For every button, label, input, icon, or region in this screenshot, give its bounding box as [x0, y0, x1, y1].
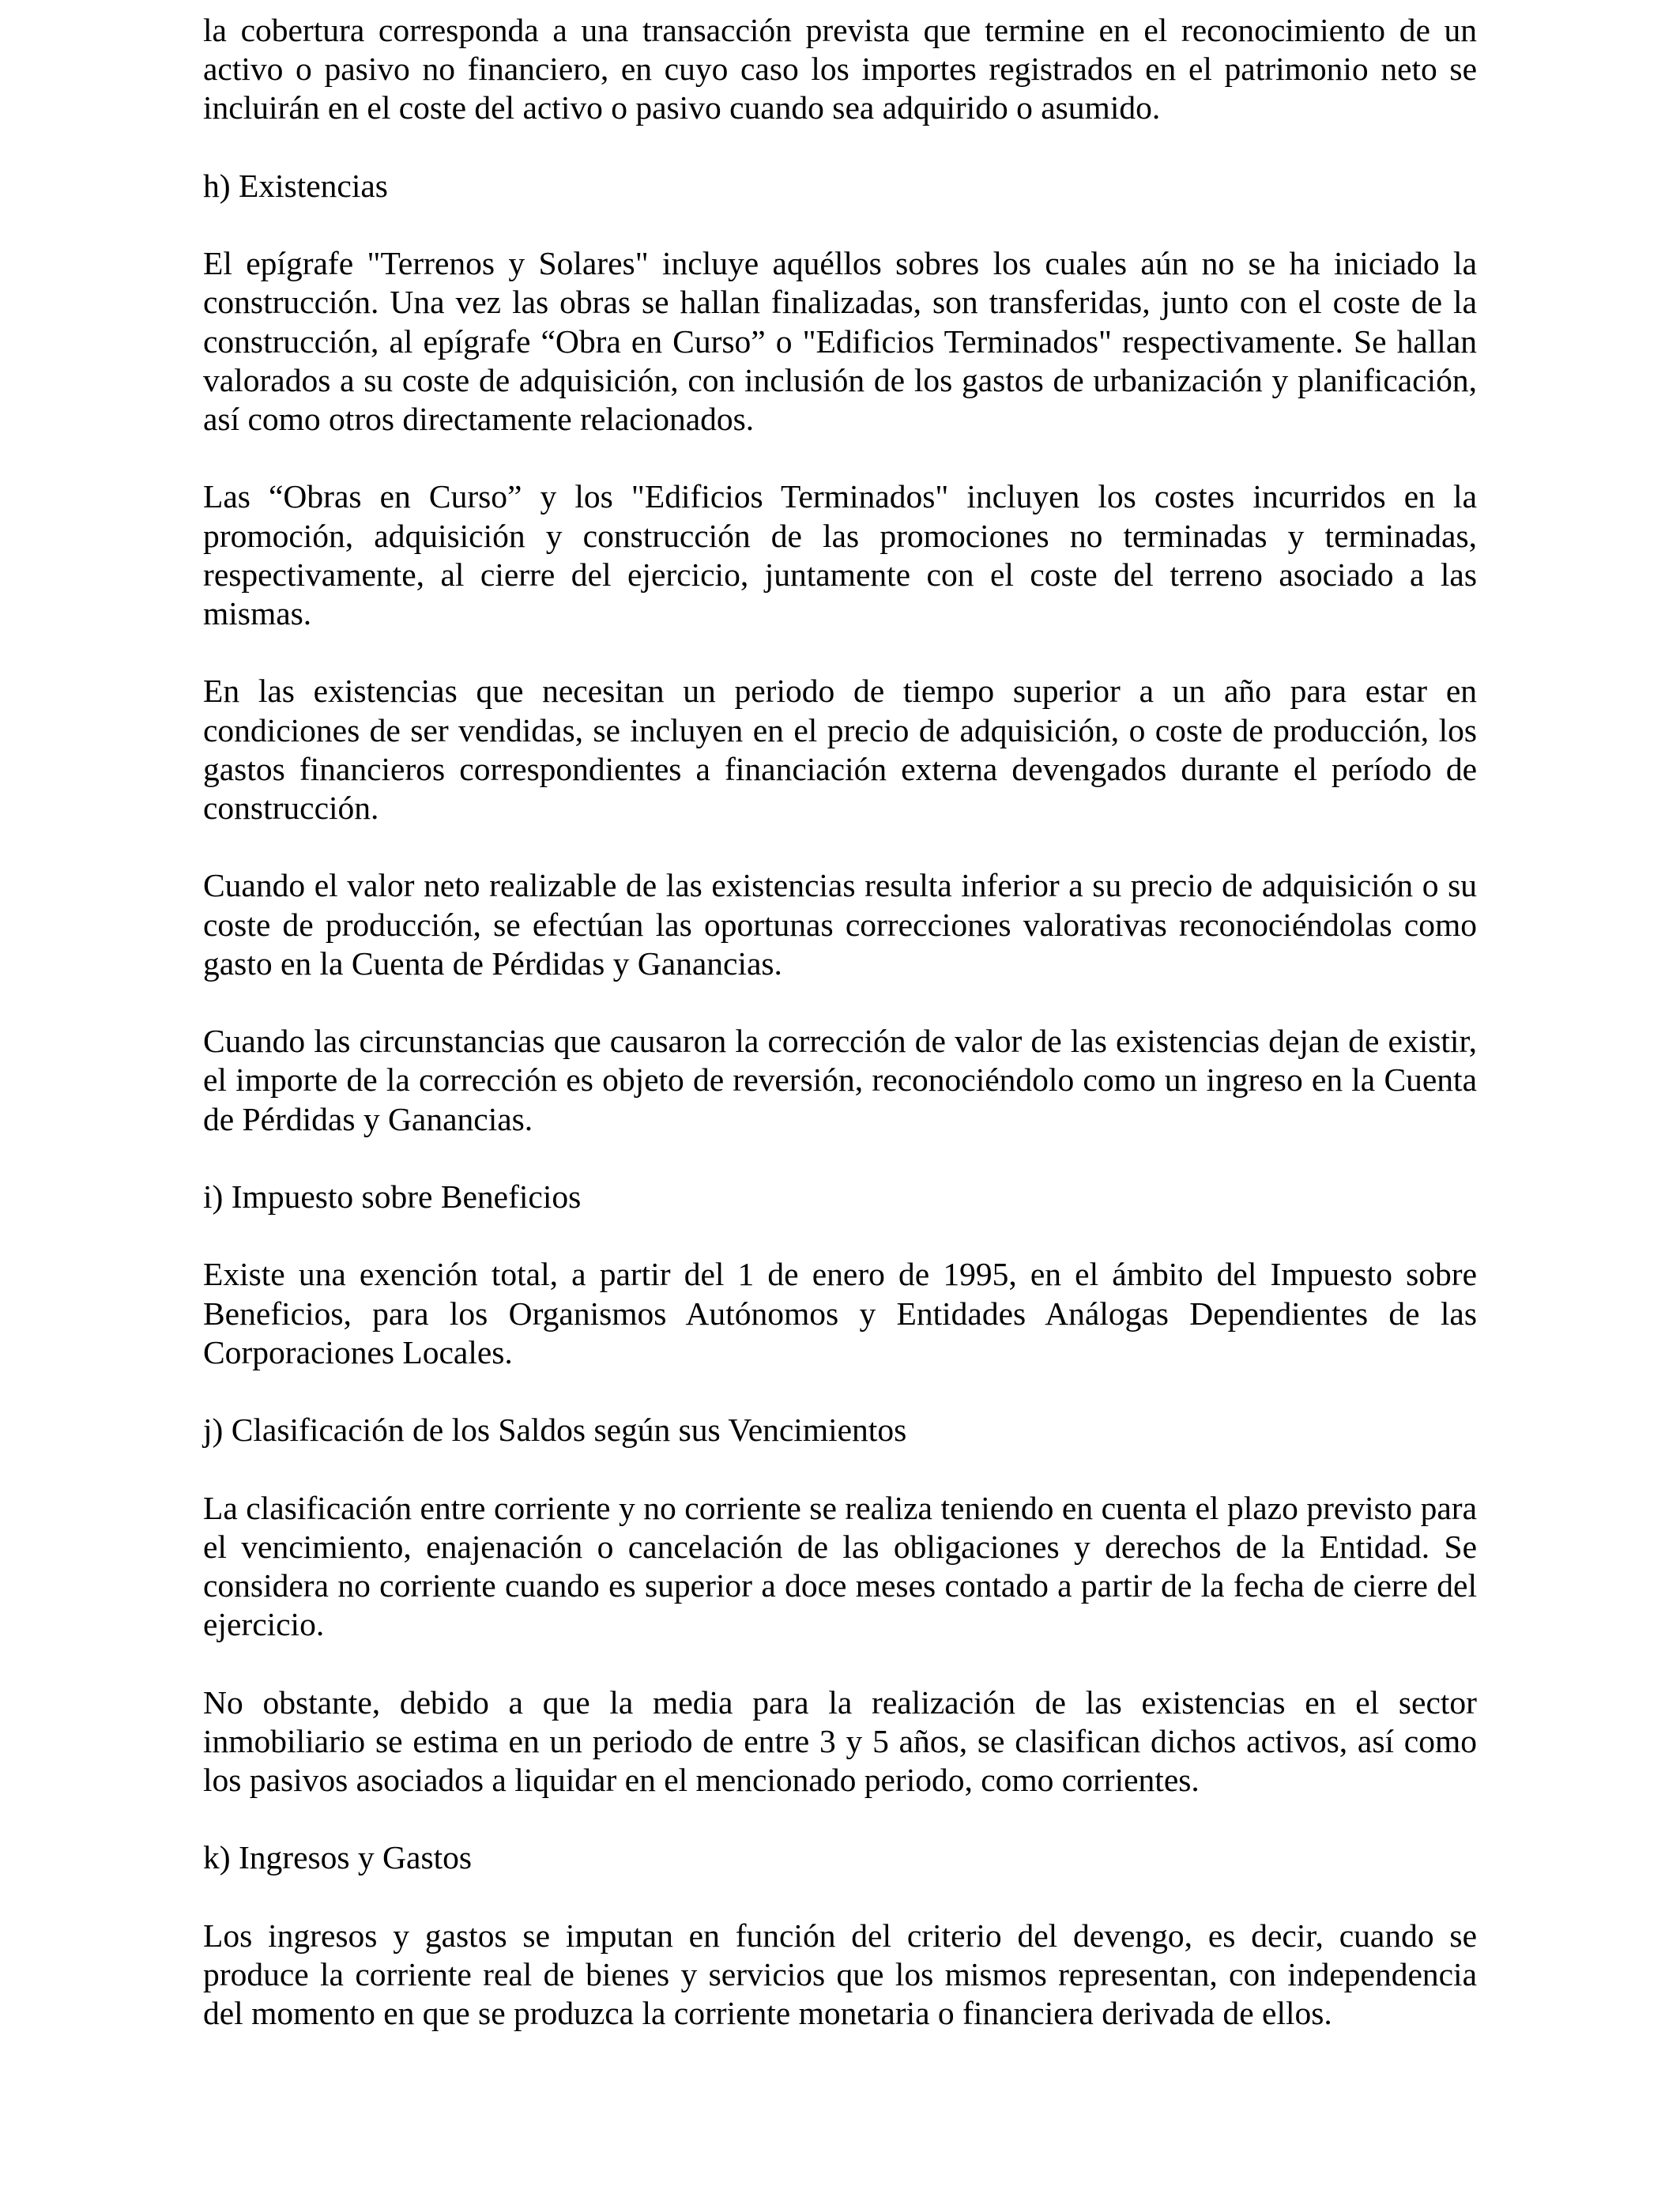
paragraph-terrenos-solares: El epígrafe "Terrenos y Solares" incluye aquéllos sobres los cuales aún no se ha iniciado la construcción. Una vez las obras se hallan finalizadas, son transferidas, junto con el coste de la construcción, al epígrafe “Obra en Curso” o "Edificios Terminados" respectivamente. Se hallan valorados a su coste de adquisición, con inclusión de los gastos de urbanización y planificación, así como otros directamente relacionados.	[203, 245, 1477, 437]
section-heading-impuesto-beneficios: i) Impuesto sobre Beneficios	[203, 1178, 582, 1215]
section-heading-existencias: h) Existencias	[203, 167, 388, 204]
paragraph-valor-neto-realizable: Cuando el valor neto realizable de las existencias resulta inferior a su precio de adquisición o su coste de producción, se efectúan las oportunas correcciones valorativas reconociéndolas como gasto en la Cuenta de Pérdidas y Ganancias.	[203, 867, 1477, 982]
paragraph-hedge-accounting-continuation: la cobertura corresponda a una transacción prevista que termine en el reconocimiento de un activo o pasivo no financiero, en cuyo caso los importes registrados en el patrimonio neto se incluirán en el coste del activo o pasivo cuando sea adquirido o asumido.	[203, 12, 1477, 126]
paragraph-reversion-correccion: Cuando las circunstancias que causaron la corrección de valor de las existencias dejan de existir, el importe de la corrección es objeto de reversión, reconociéndolo como un ingreso en la Cuenta de Pérdidas y Ganancias.	[203, 1023, 1477, 1137]
document-page	[203, 11, 1477, 2033]
paragraph-criterio-devengo: Los ingresos y gastos se imputan en función del criterio del devengo, es decir, cuando se produce la corriente real de bienes y servicios que los mismos representan, con independencia del momento en que se produzca la corriente monetaria o financiera derivada de ellos.	[203, 1917, 1477, 2032]
paragraph-gastos-financieros: En las existencias que necesitan un periodo de tiempo superior a un año para estar en condiciones de ser vendidas, se incluyen en el precio de adquisición, o coste de producción, los gastos financieros correspondientes a financiación externa devengados durante el período de construcción.	[203, 673, 1477, 826]
paragraph-exencion-total: Existe una exención total, a partir del 1 de enero de 1995, en el ámbito del Impuesto sobre Beneficios, para los Organismos Autónomos y Entidades Análogas Dependientes de las Corporaciones Locales.	[203, 1256, 1477, 1370]
section-heading-clasificacion-saldos: j) Clasificación de los Saldos según sus Vencimientos	[203, 1412, 907, 1449]
paragraph-sector-inmobiliario: No obstante, debido a que la media para la realización de las existencias en el sector inmobiliario se estima en un periodo de entre 3 y 5 años, se clasifican dichos activos, así como los pasivos asociados a liquidar en el mencionado periodo, como corrientes.	[203, 1683, 1477, 1798]
paragraph-obras-en-curso: Las “Obras en Curso” y los "Edificios Terminados" incluyen los costes incurridos en la promoción, adquisición y construcción de las promociones no terminadas y terminadas, respectivamente, al cierre del ejercicio, juntamente con el coste del terreno asociado a las mismas.	[203, 478, 1477, 631]
paragraph-corriente-no-corriente: La clasificación entre corriente y no corriente se realiza teniendo en cuenta el plazo previsto para el vencimiento, enajenación o cancelación de las obligaciones y derechos de la Entidad. Se considera no corriente cuando es superior a doce meses contado a partir de la fecha de cierre del ejercicio.	[203, 1489, 1477, 1643]
section-heading-ingresos-gastos: k) Ingresos y Gastos	[203, 1839, 473, 1876]
